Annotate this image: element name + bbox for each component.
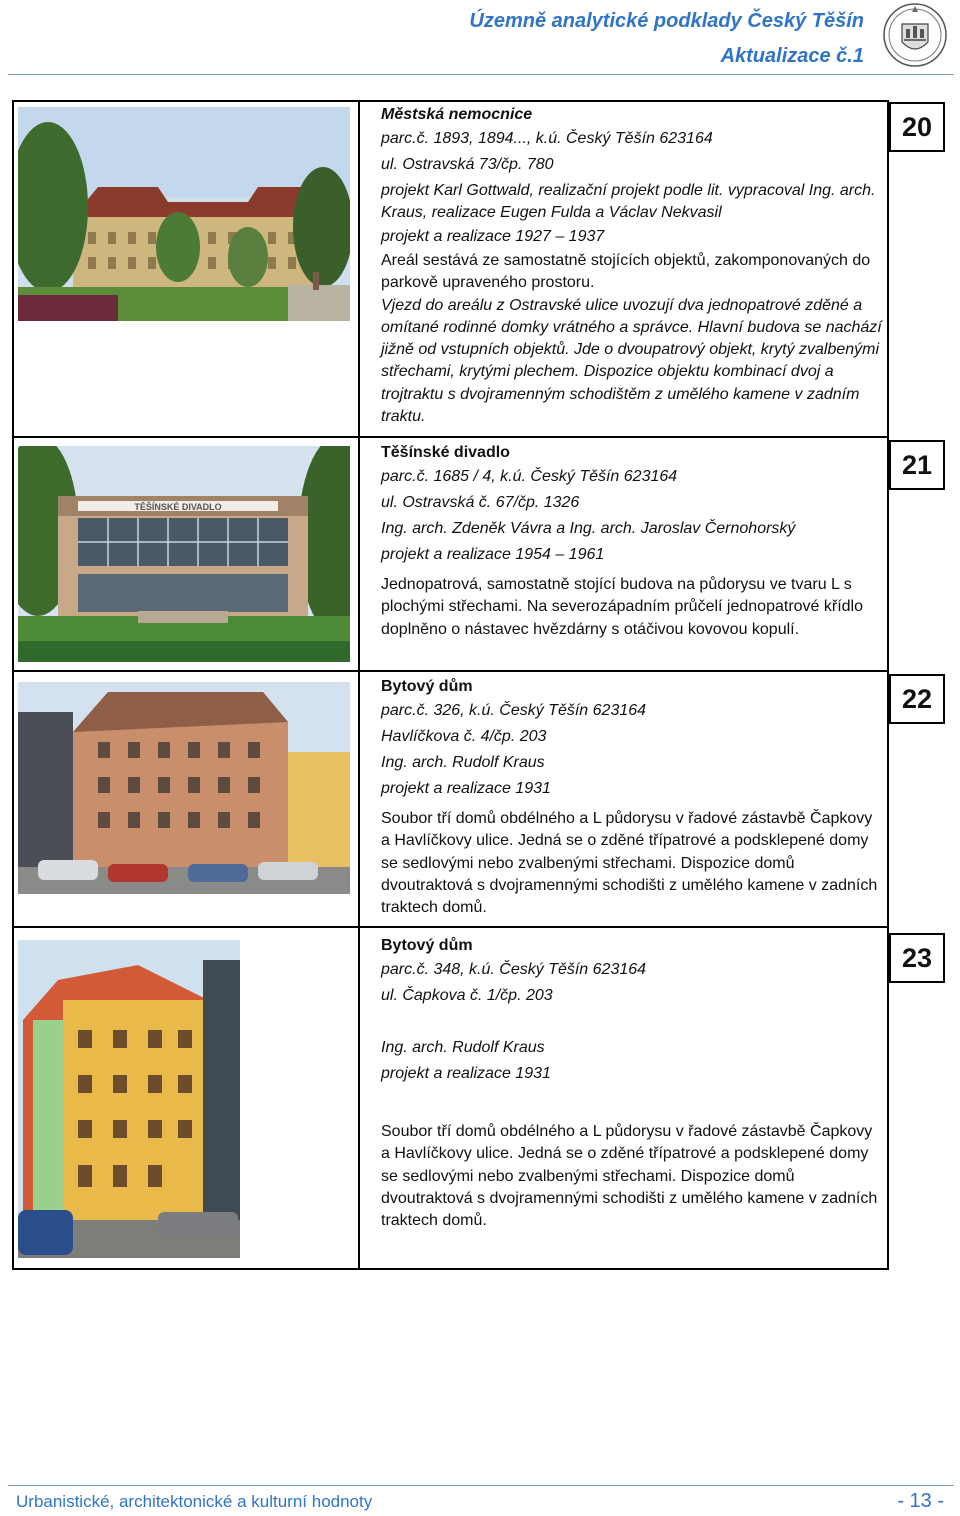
entry-years: projekt a realizace 1931 bbox=[381, 1065, 551, 1082]
entry-theatre bbox=[381, 442, 885, 641]
photo-theatre bbox=[18, 446, 350, 662]
entry-title: Městská nemocnice bbox=[381, 106, 533, 123]
entry-title: Bytový dům bbox=[381, 678, 473, 695]
entry-years: projekt a realizace 1931 bbox=[381, 780, 551, 797]
entry-title: Těšínské divadlo bbox=[381, 444, 510, 461]
entry-parcel: parc.č. 348, k.ú. Český Těšín 623164 bbox=[381, 961, 647, 978]
entry-number: 20 bbox=[889, 102, 945, 152]
entry-description: Soubor tří domů obdélného a L půdorysu v řadové zástavbě Čapkovy a Havlíčkovy ulice. Jedná se o zděné třípatrové a podsklepené domy se sedlovými nebo zvalbenými střechami. Dispozice domů dvoutraktová s dvojramennými schodišti z umělého kamene v zadních traktech domů. bbox=[381, 1123, 878, 1230]
entry-description: Jednopatrová, samostatně stojící budova na půdorysu ve tvaru L s plochými střechami. Na severozápadním průčelí jednopatrové křídlo doplněno o nástavec hvězdárny s otáčivou kovovou kopulí. bbox=[381, 576, 864, 638]
entry-address: Havlíčkova č. 4/čp. 203 bbox=[381, 728, 547, 745]
photo-hospital bbox=[18, 107, 350, 321]
entry-description: Soubor tří domů obdélného a L půdorysu v řadové zástavbě Čapkovy a Havlíčkovy ulice. Jedná se o zděné třípatrové a podsklepené domy se sedlovými nebo zvalbenými střechami. Dispozice domů dvoutraktová s dvojramennými schodišti z umělého kamene v zadních traktech domů. bbox=[381, 810, 878, 917]
entry-title: Bytový dům bbox=[381, 937, 473, 954]
entry-author: projekt Karl Gottwald, realizační projekt podle lit. vypracoval Ing. arch. Kraus, realizace Eugen Fulda a Václav Nekvasil bbox=[381, 182, 876, 221]
entry-number: 23 bbox=[889, 933, 945, 983]
theatre-sign: TĚŠÍNSKÉ DIVADLO bbox=[134, 502, 222, 512]
entry-architect: Ing. arch. Rudolf Kraus bbox=[381, 754, 545, 771]
entry-architect: Ing. arch. Rudolf Kraus bbox=[381, 1039, 545, 1056]
entry-address: ul. Ostravská č. 67/čp. 1326 bbox=[381, 494, 580, 511]
photo-apartment-capkova bbox=[18, 940, 240, 1258]
town-crest-icon bbox=[882, 2, 948, 68]
footer-section-title: Urbanistické, architektonické a kulturní hodnoty bbox=[16, 1492, 373, 1511]
entry-number: 22 bbox=[889, 674, 945, 724]
entry-architect: Ing. arch. Zdeněk Vávra a Ing. arch. Jaroslav Černohorský bbox=[381, 520, 796, 537]
footer-rule bbox=[8, 1485, 954, 1486]
entry-apartment-havlickova bbox=[381, 676, 885, 919]
document-header-title bbox=[469, 4, 864, 74]
entry-parcel: parc.č. 1893, 1894..., k.ú. Český Těšín 623164 bbox=[381, 130, 713, 147]
page-number: - 13 - bbox=[897, 1490, 944, 1512]
entry-description: Areál sestává ze samostatně stojících objektů, zakomponovaných do parkově upraveného prostoru. bbox=[381, 252, 871, 292]
row-divider bbox=[12, 436, 889, 438]
entry-address: ul. Ostravská 73/čp. 780 bbox=[381, 156, 554, 173]
entry-apartment-capkova bbox=[381, 935, 885, 1232]
entry-years: projekt a realizace 1927 – 1937 bbox=[381, 228, 605, 245]
row-divider bbox=[12, 670, 889, 672]
header-rule bbox=[8, 74, 954, 75]
entry-parcel: parc.č. 1685 / 4, k.ú. Český Těšín 623164 bbox=[381, 468, 678, 485]
photo-apartment-havlickova bbox=[18, 682, 350, 894]
entry-years: projekt a realizace 1954 – 1961 bbox=[381, 546, 605, 563]
row-divider bbox=[12, 926, 889, 928]
entry-description-italic: Vjezd do areálu z Ostravské ulice uvozují dva jednopatrové zděné a omítané rodinné domky vrátného a správce. Hlavní budova se nachází jižně od vstupních objektů. Jde o dvoupatrový objekt, krytý zvalbenými střechami, krytými plechem. Dispozice objektu kombinací dvoj a trojtraktu s dvojramenným schodištěm z umělého kamene v zadním traktu. bbox=[381, 296, 882, 426]
entry-address: ul. Čapkova č. 1/čp. 203 bbox=[381, 987, 553, 1004]
entry-number: 21 bbox=[889, 440, 945, 490]
header-title-line2: Aktualizace č.1 bbox=[720, 45, 864, 67]
header-title-line1: Územně analytické podklady Český Těšín bbox=[469, 10, 864, 32]
entry-hospital bbox=[381, 104, 885, 428]
column-divider bbox=[358, 100, 360, 1270]
entry-parcel: parc.č. 326, k.ú. Český Těšín 623164 bbox=[381, 702, 647, 719]
